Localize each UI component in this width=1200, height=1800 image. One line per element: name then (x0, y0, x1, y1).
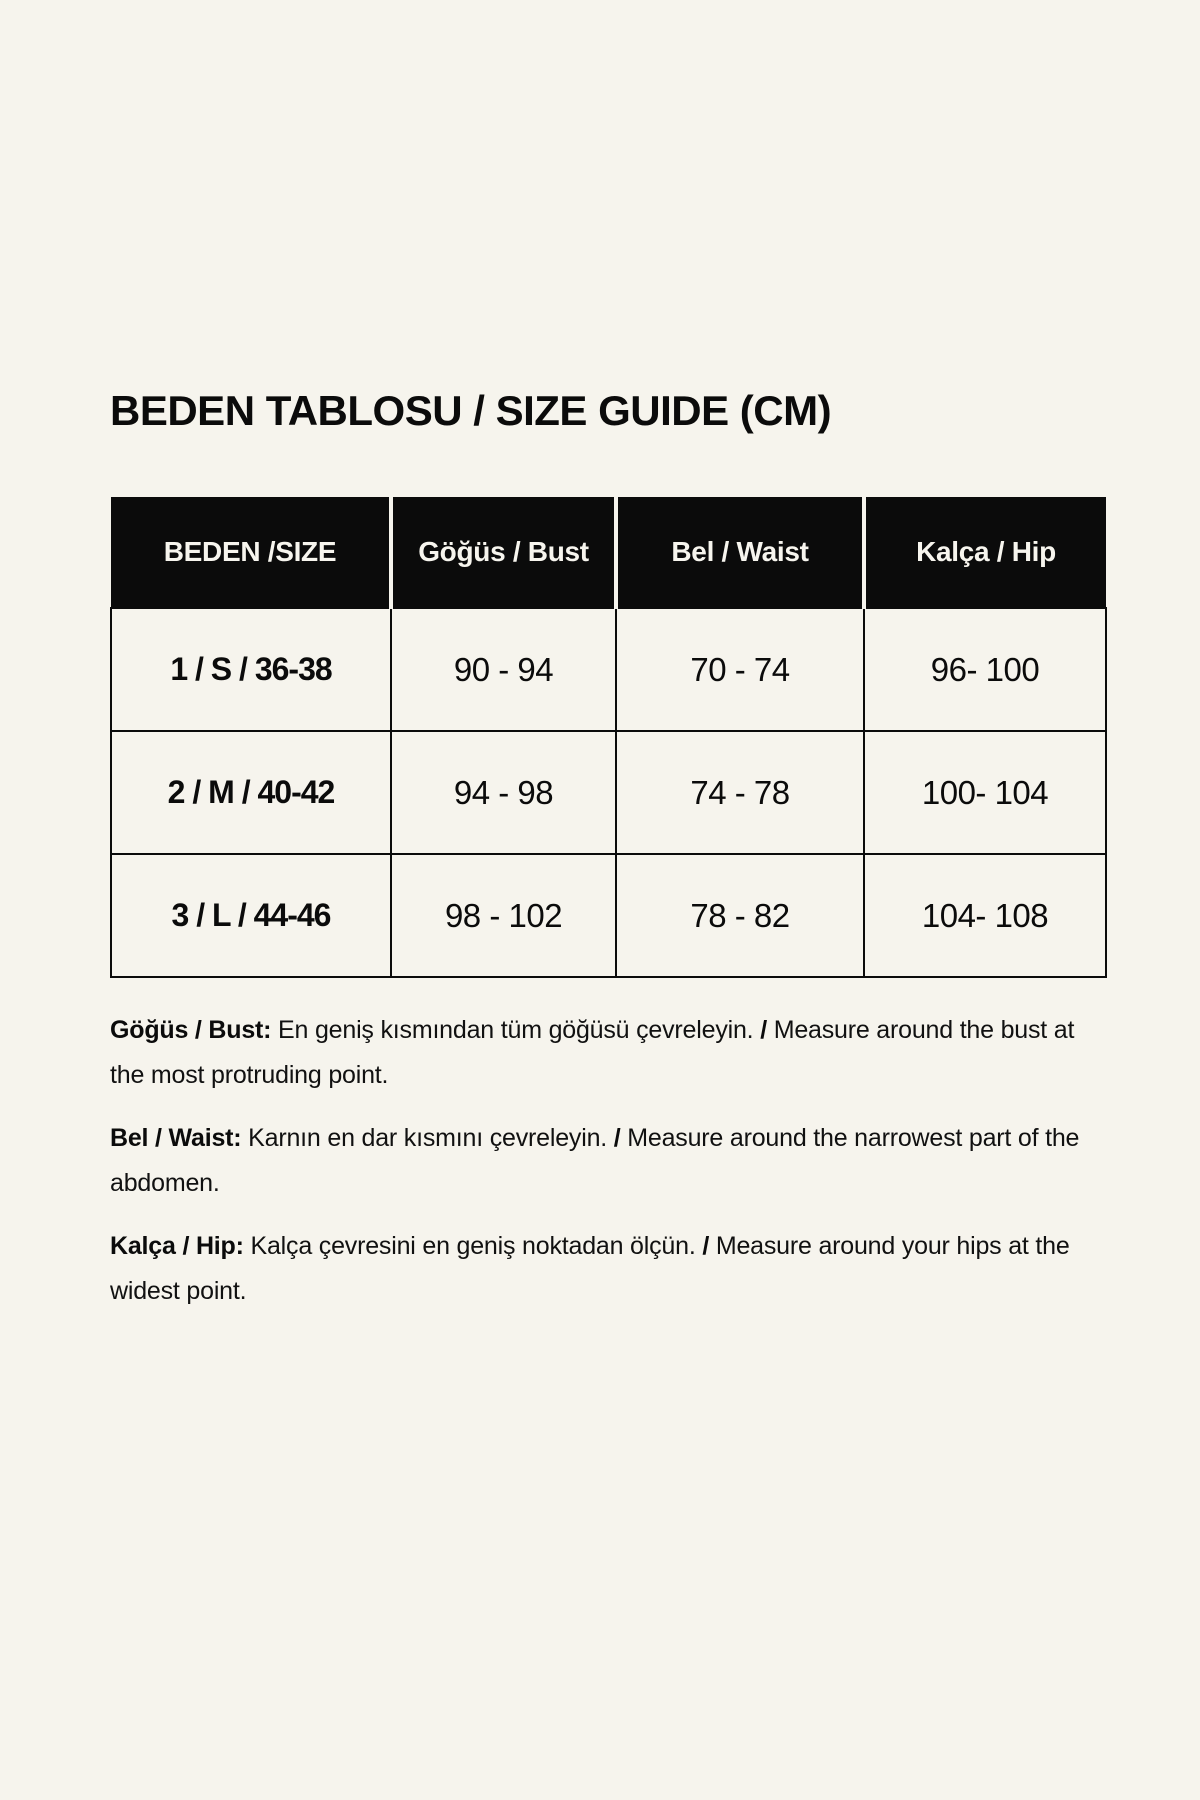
note-hip (110, 1224, 1095, 1314)
cell-hip: 104- 108 (864, 854, 1106, 977)
size-table (110, 497, 1107, 978)
cell-waist: 78 - 82 (616, 854, 864, 977)
note-bust (110, 1008, 1095, 1098)
table-row (111, 731, 1106, 854)
cell-size: 1 / S / 36-38 (111, 608, 391, 731)
note-bust-separator: / (760, 1016, 767, 1044)
note-waist-separator: / (613, 1124, 621, 1152)
measurement-notes (110, 1008, 1095, 1332)
note-bust-tr: En geniş kısmından tüm göğüsü çevreleyin. (278, 1016, 754, 1044)
cell-bust: 98 - 102 (391, 854, 616, 977)
cell-size: 2 / M / 40-42 (111, 731, 391, 854)
note-waist-tr: Karnın en dar kısmını çevreleyin. (248, 1124, 608, 1152)
note-waist-en: Measure around the narrowest part of the abdomen. (110, 1124, 1080, 1197)
cell-waist: 74 - 78 (616, 731, 864, 854)
note-bust-en: Measure around the bust at the most protruding point. (110, 1016, 1075, 1089)
header-cell-hip: Kalça / Hip (864, 497, 1106, 608)
header-cell-bust: Göğüs / Bust (391, 497, 616, 608)
cell-size: 3 / L / 44-46 (111, 854, 391, 977)
cell-bust: 90 - 94 (391, 608, 616, 731)
note-hip-label: Kalça / Hip: (110, 1232, 244, 1260)
page-title: BEDEN TABLOSU / SIZE GUIDE (CM) (110, 387, 832, 435)
cell-bust: 94 - 98 (391, 731, 616, 854)
note-hip-tr: Kalça çevresini en geniş noktadan ölçün. (250, 1232, 696, 1260)
cell-hip: 96- 100 (864, 608, 1106, 731)
header-cell-waist: Bel / Waist (616, 497, 864, 608)
cell-hip: 100- 104 (864, 731, 1106, 854)
table-header-row (111, 497, 1106, 608)
table-row (111, 854, 1106, 977)
note-hip-separator: / (702, 1232, 710, 1260)
header-cell-size: BEDEN /SIZE (111, 497, 391, 608)
note-waist-label: Bel / Waist: (110, 1124, 242, 1152)
note-waist (110, 1116, 1095, 1206)
table-row (111, 608, 1106, 731)
cell-waist: 70 - 74 (616, 608, 864, 731)
note-bust-label: Göğüs / Bust: (110, 1016, 272, 1044)
note-hip-en: Measure around your hips at the widest point. (110, 1232, 1070, 1305)
